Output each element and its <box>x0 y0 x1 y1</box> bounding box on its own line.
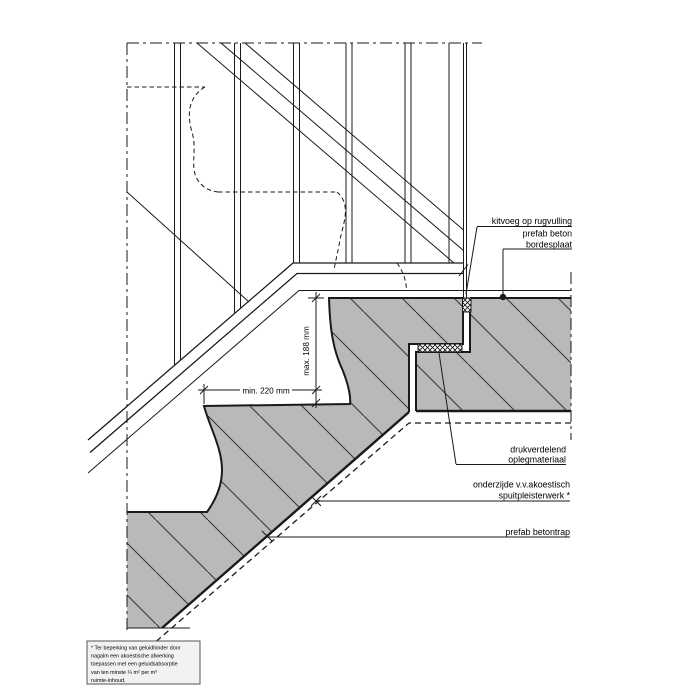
footnote-line: nagalm een akoestische afwerking <box>91 653 174 660</box>
label-oplegmateriaal-2: oplegmateriaal <box>508 454 566 465</box>
label-spuitpleisterwerk-1: onderzijde v.v.akoestisch <box>473 479 570 490</box>
leader-line <box>466 227 477 294</box>
break-line-curve <box>189 87 218 192</box>
dimension-tread-depth <box>198 384 322 404</box>
bearing-strip-crosshatch <box>418 344 462 352</box>
baluster <box>294 43 300 263</box>
baluster <box>405 43 411 263</box>
baluster <box>175 43 181 365</box>
footnote-line: toepassen met een geluidsabsorptie <box>91 661 178 668</box>
annotation-betontrap <box>262 527 570 541</box>
break-line-curve <box>334 192 345 271</box>
dim-riser-text: max. 188 mm <box>302 326 311 376</box>
stringer-line <box>197 43 454 263</box>
kit-joint-crosshatch <box>463 298 472 312</box>
footnote-box <box>87 641 200 684</box>
dim-tread-text: min. 220 mm <box>242 386 290 396</box>
label-spuitpleisterwerk-2: spuitpleisterwerk * <box>498 490 570 501</box>
break-line-curve <box>397 263 407 290</box>
stringer-line <box>221 43 464 251</box>
dimension-riser-height <box>302 292 324 408</box>
label-oplegmateriaal-1: drukverdelend <box>510 444 566 455</box>
annotation-spuitpleisterwerk <box>311 480 571 507</box>
stringer-line <box>127 192 249 302</box>
leader-dot <box>500 294 506 300</box>
baluster <box>235 43 241 314</box>
label-kitvoeg: kitvoeg op rugvulling <box>491 216 572 226</box>
break-lines <box>127 87 407 290</box>
label-betontrap: prefab betontrap <box>505 527 570 537</box>
annotation-bordesplaat <box>500 229 573 301</box>
footnote-line: van ten minste ¼ m² per m³ <box>91 669 157 676</box>
footnote-line: * Ter beperking van geluidhinder door <box>91 645 181 652</box>
footnote-line: ruimte-inhoud. <box>91 677 126 684</box>
label-bordesplaat-1: prefab beton <box>522 228 572 239</box>
prefab-stair-flight <box>127 298 463 628</box>
joint-edge-lines <box>464 43 467 298</box>
label-bordesplaat-2: bordesplaat <box>526 239 572 250</box>
stringer-line <box>245 43 464 230</box>
stair-flight-hatch <box>127 298 463 628</box>
